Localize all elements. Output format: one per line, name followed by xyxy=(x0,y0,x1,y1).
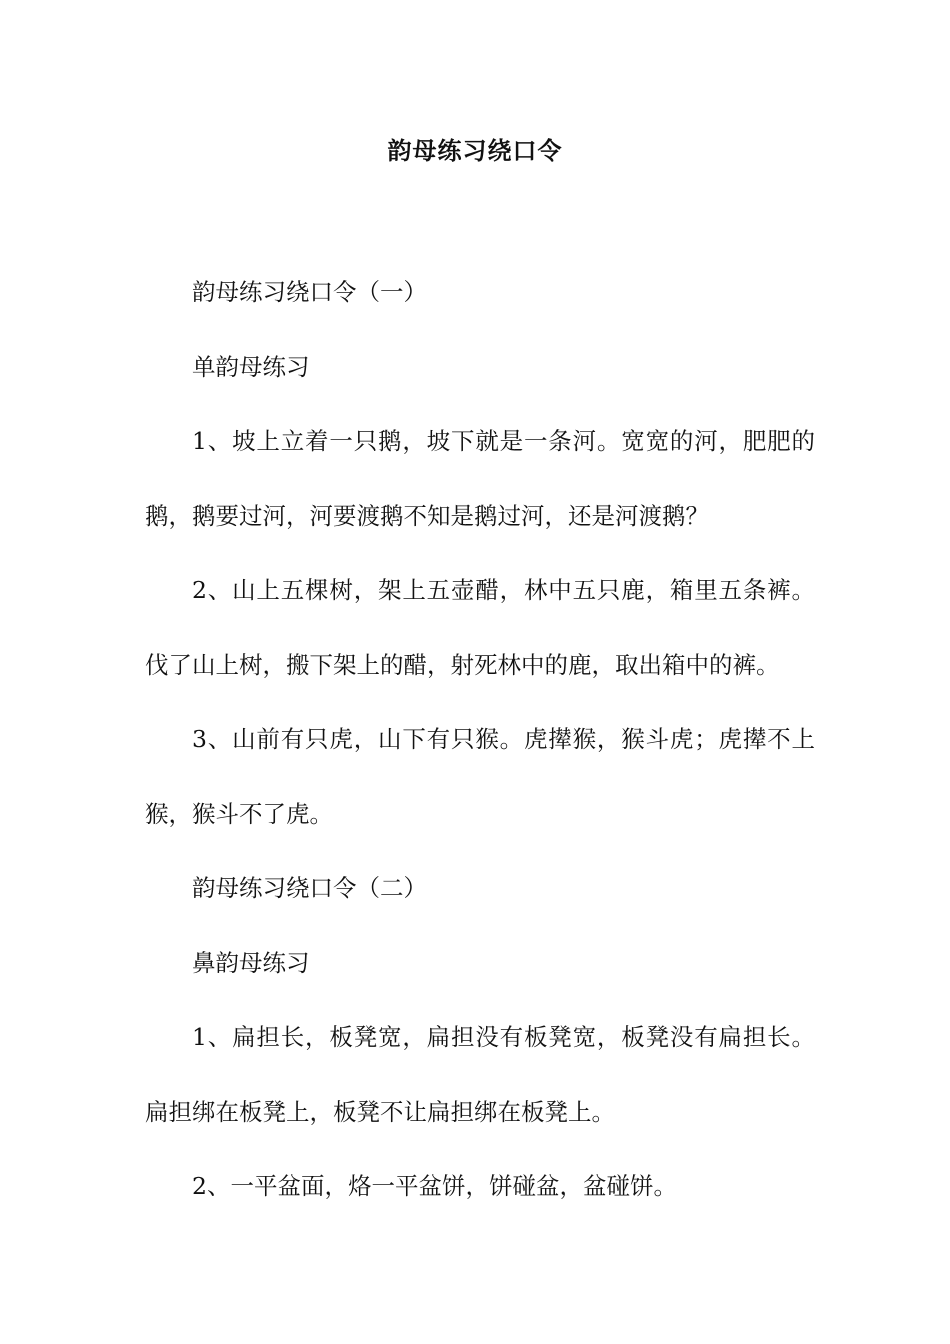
tongue-twister-paragraph: 2、一平盆面，烙一平盆饼，饼碰盆，盆碰饼。 xyxy=(192,1172,677,1200)
section-heading-1: 韵母练习绕口令（一） xyxy=(192,278,427,306)
document-body xyxy=(145,255,815,1224)
section-heading-2: 韵母练习绕口令（二） xyxy=(192,874,427,902)
tongue-twister-paragraph: 1、坡上立着一只鹅，坡下就是一条河。宽宽的河，肥肥的鹅，鹅要过河，河要渡鹅不知是鹅过河，还是河渡鹅？ xyxy=(145,427,815,530)
subsection-heading-nasal-vowel: 鼻韵母练习 xyxy=(192,948,310,977)
tongue-twister-paragraph: 2、山上五棵树，架上五壶醋，林中五只鹿，箱里五条裤。伐了山上树，搬下架上的醋，射死林中的鹿，取出箱中的裤。 xyxy=(145,576,815,679)
document-title: 韵母练习绕口令 xyxy=(387,136,563,165)
subsection-heading-single-vowel: 单韵母练习 xyxy=(192,352,310,381)
tongue-twister-paragraph: 3、山前有只虎，山下有只猴。虎撵猴，猴斗虎；虎撵不上猴，猴斗不了虎。 xyxy=(145,725,815,828)
tongue-twister-paragraph: 1、扁担长，板凳宽，扁担没有板凳宽，板凳没有扁担长。扁担绑在板凳上，板凳不让扁担绑在板凳上。 xyxy=(145,1023,815,1126)
